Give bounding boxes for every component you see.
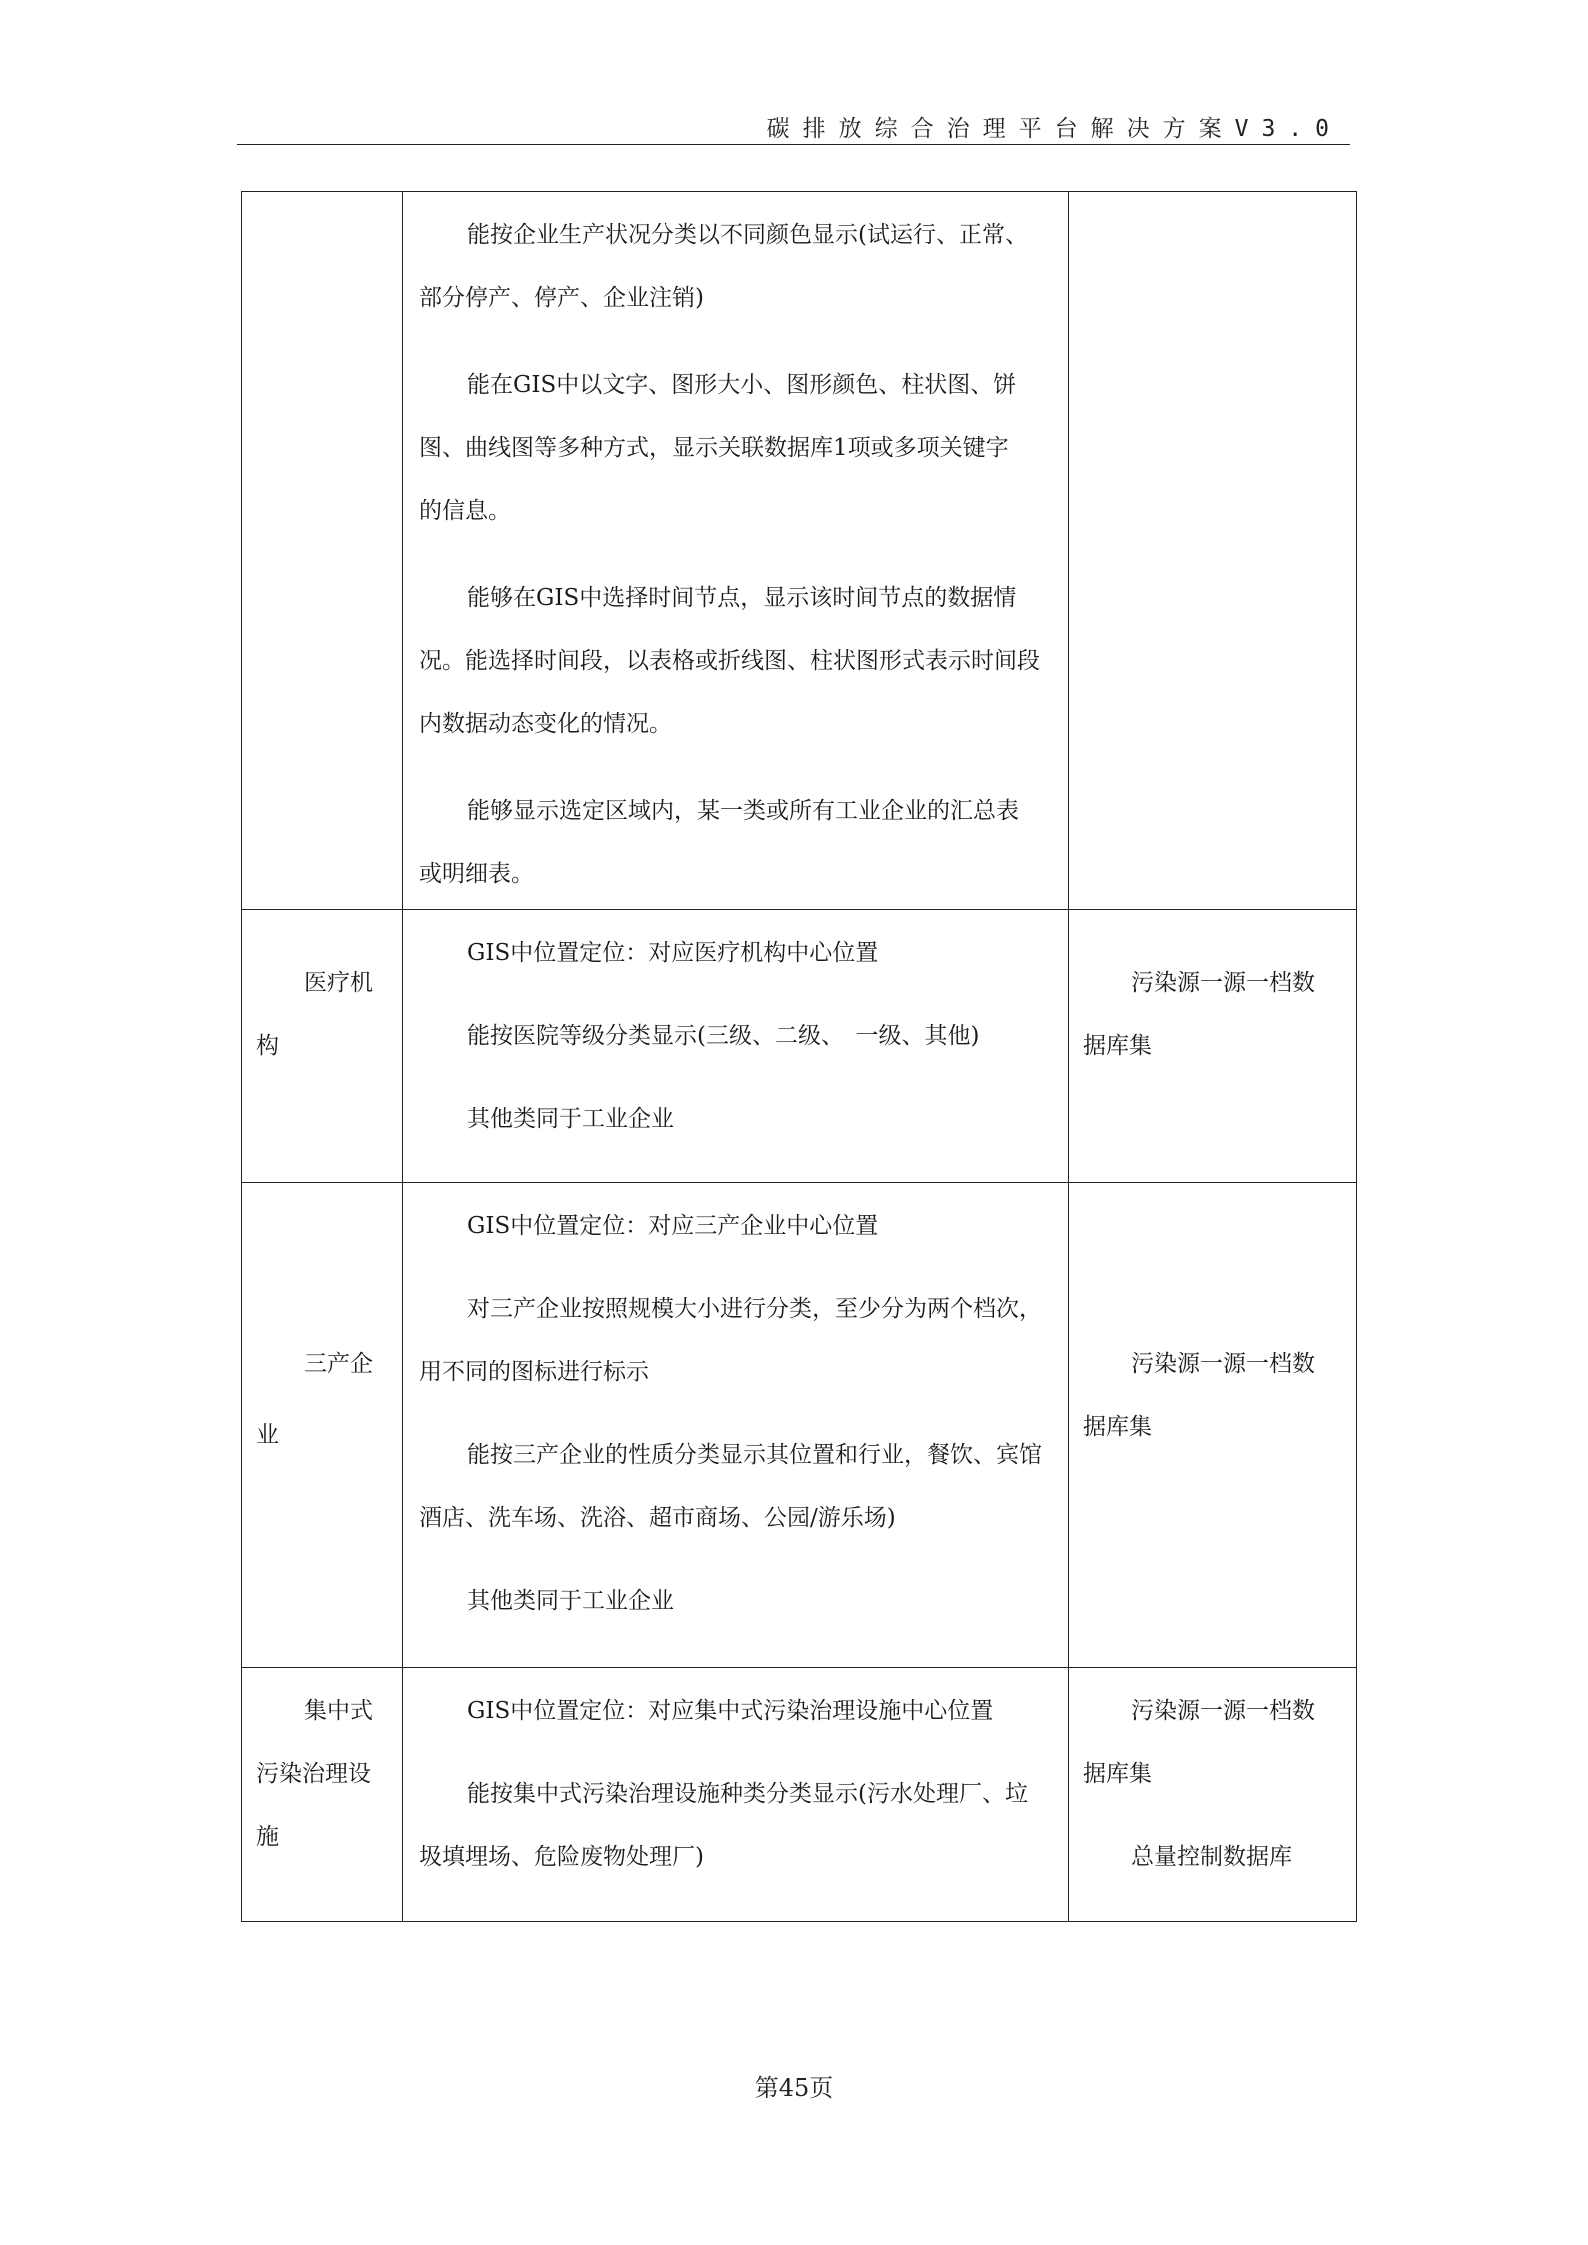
content-line: GIS中位置定位：对应三产企业中心位置 (467, 1213, 879, 1239)
content-line: 圾填埋场、危险废物处理厂) (419, 1844, 704, 1870)
content-line: 能按企业生产状况分类以不同颜色显示(试运行、正常、 (467, 222, 1028, 248)
category-cell (242, 1668, 403, 1922)
database-cell (1069, 192, 1357, 910)
table-row (242, 910, 1357, 1183)
page-number: 第45页 (754, 2074, 834, 2102)
content-line: GIS中位置定位：对应集中式污染治理设施中心位置 (467, 1698, 994, 1724)
category-cell (242, 1183, 403, 1668)
category-cell (242, 910, 403, 1183)
content-line: 用不同的图标进行标示 (419, 1359, 649, 1385)
content-line: 况。能选择时间段，以表格或折线图、柱状图形式表示时间段 (419, 648, 1040, 674)
table-row (242, 1668, 1357, 1922)
content-line: 能按三产企业的性质分类显示其位置和行业，餐饮、宾馆 (467, 1442, 1042, 1468)
content-line: 能在GIS中以文字、图形大小、图形颜色、柱状图、饼 (467, 372, 1017, 398)
content-cell (403, 1668, 1069, 1922)
database-line: 污染源一源一档数 (1131, 970, 1315, 996)
database-cell (1069, 1668, 1357, 1922)
category-line: 业 (256, 1422, 279, 1448)
document-title: 碳排放综合治理平台解决方案V3.0 (766, 116, 1342, 142)
table-row (242, 192, 1357, 910)
content-line: 图、曲线图等多种方式，显示关联数据库1项或多项关键字 (419, 435, 1009, 461)
content-line: 内数据动态变化的情况。 (419, 711, 672, 737)
content-cell (403, 1183, 1069, 1668)
database-line: 污染源一源一档数 (1131, 1351, 1315, 1377)
category-line: 三产企 (304, 1351, 373, 1377)
content-line: 其他类同于工业企业 (467, 1106, 674, 1132)
category-line: 施 (256, 1824, 279, 1850)
content-cell (403, 910, 1069, 1183)
category-line: 构 (256, 1033, 279, 1059)
database-cell (1069, 1183, 1357, 1668)
database-line: 据库集 (1083, 1761, 1152, 1787)
content-line: 其他类同于工业企业 (467, 1588, 674, 1614)
content-line: GIS中位置定位：对应医疗机构中心位置 (467, 940, 879, 966)
table-row (242, 1183, 1357, 1668)
category-line: 污染治理设 (256, 1761, 371, 1787)
category-line: 集中式 (304, 1698, 373, 1724)
content-cell (403, 192, 1069, 910)
category-cell (242, 192, 403, 910)
requirements-table (241, 191, 1357, 1922)
running-header (237, 110, 1350, 145)
content-line: 酒店、洗车场、洗浴、超市商场、公园/游乐场) (419, 1505, 896, 1531)
database-line: 据库集 (1083, 1033, 1152, 1059)
content-line: 能按集中式污染治理设施种类分类显示(污水处理厂、垃 (467, 1781, 1028, 1807)
database-line: 据库集 (1083, 1414, 1152, 1440)
content-line: 或明细表。 (419, 861, 534, 887)
content-line: 对三产企业按照规模大小进行分类，至少分为两个档次， (467, 1296, 1042, 1322)
content-line: 能够显示选定区域内，某一类或所有工业企业的汇总表 (467, 798, 1019, 824)
category-line: 医疗机 (304, 970, 373, 996)
content-line: 能按医院等级分类显示(三级、二级、 一级、其他) (467, 1023, 980, 1049)
content-line: 部分停产、停产、企业注销) (419, 285, 704, 311)
database-line: 污染源一源一档数 (1131, 1698, 1315, 1724)
content-line: 的信息。 (419, 498, 511, 524)
content-line: 能够在GIS中选择时间节点，显示该时间节点的数据情 (467, 585, 1017, 611)
database-line: 总量控制数据库 (1131, 1844, 1292, 1870)
database-cell (1069, 910, 1357, 1183)
